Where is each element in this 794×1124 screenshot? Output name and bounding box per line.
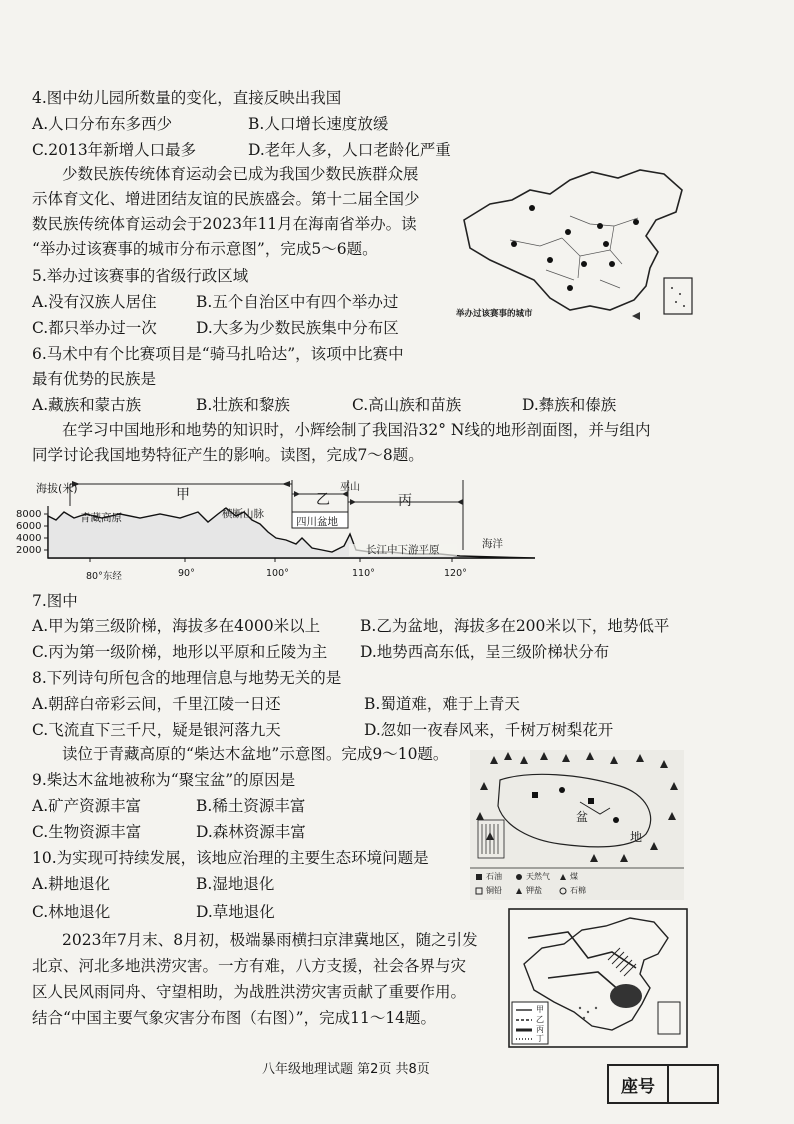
intro1114-line2: 北京、河北多地洪涝灾害。一方有难，八方支援，社会各界与灾 [32,957,467,975]
seat-number-box [607,1064,719,1104]
q9-stem: 9.柴达木盆地被称为“聚宝盆”的原因是 [32,771,296,789]
q5-option-d: D.大多为少数民族集中分布区 [196,319,399,337]
q7-stem: 7.图中 [32,592,78,610]
q4-option-d: D.老年人多，人口老龄化严重 [248,141,451,159]
intro56-line1: 少数民族传统体育运动会已成为我国少数民族群众展 [62,165,419,183]
profile-xtick-90: 90° [178,568,195,579]
profile-ocean: 海洋 [482,538,503,550]
q6-stem-line1: 6.马术中有个比赛项目是“骑马扎哈达”，该项中比赛中 [32,345,404,363]
disaster-legend-jia: 甲 [536,1005,544,1014]
intro78-line1: 在学习中国地形和地势的知识时，小辉绘制了我国沿32° N线的地形剖面图，并与组内 [62,421,651,439]
profile-qingzang: 青藏高原 [80,512,122,524]
profile-zone-yi: 乙 [316,492,330,508]
q6-option-d: D.彝族和傣族 [522,396,617,414]
china-map-caption: 举办过该赛事的城市 [456,309,533,319]
q9-option-d: D.森林资源丰富 [196,823,306,841]
q4-option-b: B.人口增长速度放缓 [248,115,389,133]
intro910: 读位于青藏高原的“柴达木盆地”示意图。完成9～10题。 [62,745,449,763]
basin-legend-coal: 煤 [570,872,578,881]
q6-option-c: C.高山族和苗族 [352,396,462,414]
seat-number-field[interactable] [669,1066,717,1102]
seat-number-label: 座号 [609,1066,669,1102]
profile-zone-jia: 甲 [176,487,190,503]
profile-changjiang: 长江中下游平原 [366,544,440,556]
profile-ytick-6000: 6000 [16,521,42,532]
q7-option-d: D.地势西高东低，呈三级阶梯状分布 [360,643,610,661]
basin-label-di: 地 [630,830,643,844]
q10-option-a: A.耕地退化 [32,875,111,893]
profile-ylabel: 海拔(米) [36,482,78,495]
intro1114-line3: 区人民风雨同舟、守望相助，为战胜洪涝灾害贡献了重要作用。 [32,983,467,1001]
q8-option-b: B.蜀道难，难于上青天 [364,695,520,713]
disaster-legend-bing: 丙 [536,1025,544,1034]
q7-option-a: A.甲为第三级阶梯，海拔多在4000米以上 [32,617,321,635]
intro1114-line4: 结合“中国主要气象灾害分布图（右图）”，完成11～14题。 [32,1009,437,1027]
basin-label-pen: 盆 [576,810,589,824]
profile-ytick-8000: 8000 [16,509,42,520]
weather-disaster-map [508,908,688,1048]
profile-xtick-100: 100° [266,568,289,579]
q10-option-c: C.林地退化 [32,903,111,921]
profile-xtick-80: 80°东经 [86,571,122,582]
q9-option-b: B.稀土资源丰富 [196,797,306,815]
page-footer: 八年级地理试题 第2页 共8页 [262,1062,430,1077]
q4-stem: 4.图中幼儿园所数量的变化，直接反映出我国 [32,89,342,107]
q8-option-d: D.忽如一夜春风来，千树万树梨花开 [364,721,614,739]
intro78-line2: 同学讨论我国地势特征产生的影响。读图，完成7～8题。 [32,446,424,464]
basin-legend-gas: 天然气 [526,872,550,881]
q6-option-a: A.藏族和蒙古族 [32,396,142,414]
q8-stem: 8.下列诗句所包含的地理信息与地势无关的是 [32,669,342,687]
q9-option-a: A.矿产资源丰富 [32,797,142,815]
profile-zone-bing: 丙 [398,493,412,509]
q7-option-b: B.乙为盆地，海拔多在200米以下，地势低平 [360,617,670,635]
profile-sichuan: 四川盆地 [296,516,338,528]
basin-legend-oil: 石油 [486,872,502,881]
basin-legend-asbestos: 石棉 [570,886,586,895]
q5-stem: 5.举办过该赛事的省级行政区域 [32,267,249,285]
q5-option-a: A.没有汉族人居住 [32,293,157,311]
q5-option-b: B.五个自治区中有四个举办过 [196,293,399,311]
profile-wushan: 巫山 [340,482,360,493]
q6-option-b: B.壮族和黎族 [196,396,290,414]
profile-xtick-110: 110° [352,568,375,579]
china-city-map [450,160,712,330]
q10-stem: 10.为实现可持续发展，该地应治理的主要生态环境问题是 [32,849,429,867]
q6-stem-line2: 最有优势的民族是 [32,370,157,388]
basin-legend-potash: 钾盐 [526,886,542,895]
q9-option-c: C.生物资源丰富 [32,823,142,841]
q8-option-c: C.飞流直下三千尺，疑是银河落九天 [32,721,281,739]
disaster-legend-ding: 丁 [536,1034,544,1043]
q5-option-c: C.都只举办过一次 [32,319,157,337]
q4-option-c: C.2013年新增人口最多 [32,141,197,159]
q10-option-b: B.湿地退化 [196,875,275,893]
intro56-line3: 数民族传统体育运动会于2023年11月在海南省举办。读 [32,215,417,233]
basin-legend-copper-lead: 铜铅 [486,886,502,895]
q7-option-c: C.丙为第一级阶梯，地形以平原和丘陵为主 [32,643,328,661]
intro56-line2: 示体育文化、增进团结友谊的民族盛会。第十二届全国少 [32,190,420,208]
profile-ytick-2000: 2000 [16,545,42,556]
intro1114-line1: 2023年7月末、8月初，极端暴雨横扫京津冀地区，随之引发 [62,931,478,949]
profile-hengduan: 横断山脉 [222,508,264,520]
profile-xtick-120: 120° [444,568,467,579]
intro56-line4: “举办过该赛事的城市分布示意图”，完成5～6题。 [32,240,378,258]
q10-option-d: D.草地退化 [196,903,275,921]
q8-option-a: A.朝辞白帝彩云间，千里江陵一日还 [32,695,281,713]
disaster-legend-yi: 乙 [536,1015,544,1024]
q4-option-a: A.人口分布东多西少 [32,115,173,133]
profile-ytick-4000: 4000 [16,533,42,544]
